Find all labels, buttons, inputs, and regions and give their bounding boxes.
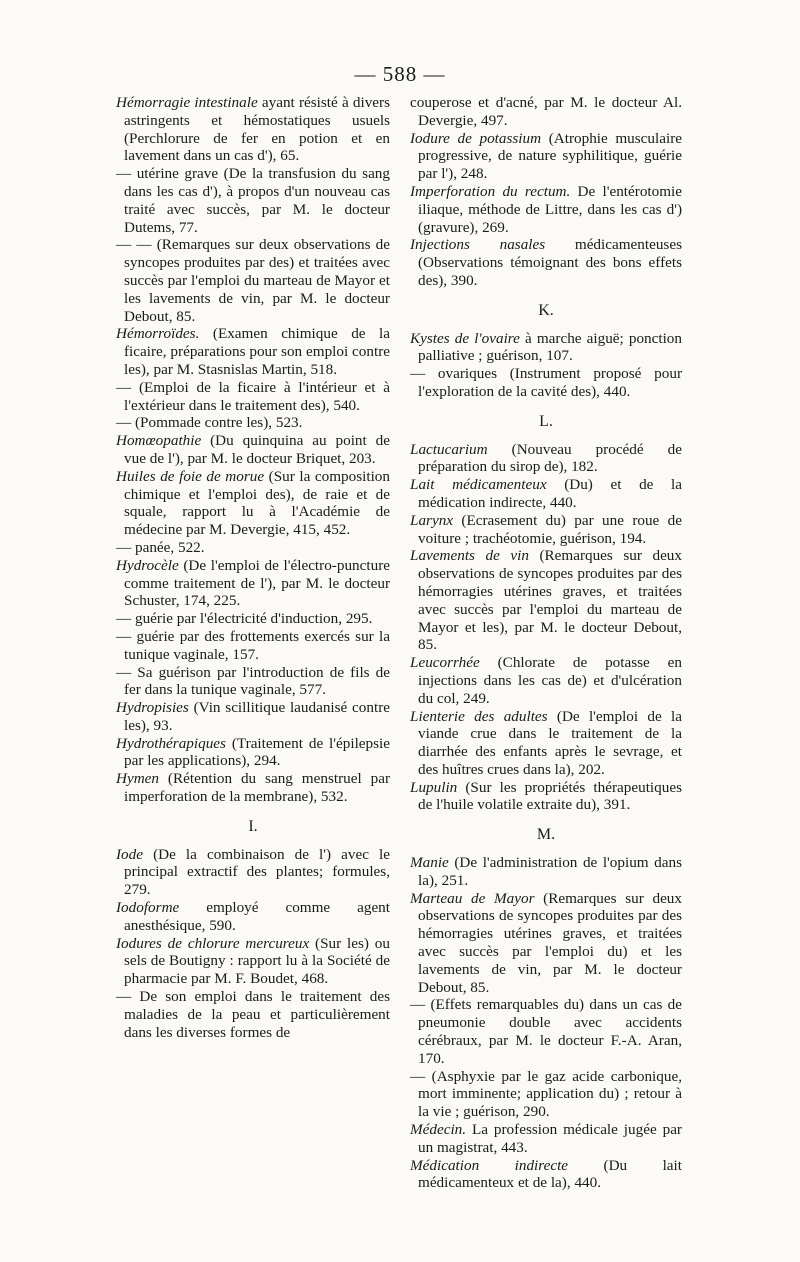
entry-text: — guérie par des frottements exercés sur la tunique vaginale, 157. bbox=[116, 627, 390, 663]
entry-text: — (Asphyxie par le gaz acide carbonique, mort imminente; application du) ; retour à la vie ; guérison, 290. bbox=[410, 1067, 682, 1121]
index-entry bbox=[116, 165, 390, 236]
index-entry bbox=[116, 236, 390, 325]
entry-headword: Hydropisies bbox=[116, 699, 189, 717]
entry-text: (Traitement de l'épilepsie par les applications), 294. bbox=[124, 734, 390, 770]
entry-headword: Huiles de foie de morue bbox=[116, 467, 265, 485]
entry-headword: Injections nasales bbox=[410, 236, 546, 254]
entry-text: De l'entérotomie iliaque, méthode de Littre, dans les cas d') (gravure), 269. bbox=[418, 182, 683, 236]
entry-text: — (Pommade contre les), 523. bbox=[116, 414, 303, 432]
index-entry bbox=[410, 854, 682, 890]
index-entry bbox=[116, 664, 390, 700]
index-entry bbox=[410, 547, 682, 654]
index-entry bbox=[410, 365, 682, 401]
index-entry bbox=[410, 330, 682, 366]
entry-headword: Lienterie des adultes bbox=[410, 707, 548, 725]
index-entry bbox=[410, 1121, 682, 1157]
entry-text: (Remarques sur deux observations de syncopes produites par des hémorragies utérines graves, et traitées avec succès par l'emploi du marteau de Mayor et les), par M. le docteur Debout, 85. bbox=[418, 547, 682, 654]
entry-text: (De la combinaison de l') avec le principal extractif des plantes; formules, 279. bbox=[124, 845, 390, 899]
entry-headword: Iodure de potassium bbox=[410, 129, 542, 147]
entry-text: médicamenteuses (Observations témoignant des bons effets des), 390. bbox=[418, 236, 682, 289]
section-letter: K. bbox=[538, 301, 554, 319]
entry-headword: Kystes de l'ovaire bbox=[410, 329, 520, 347]
entry-headword: Homœopathie bbox=[116, 432, 202, 450]
entry-headword: Manie bbox=[410, 854, 449, 872]
index-entry bbox=[116, 432, 390, 468]
entry-text: (Atrophie musculaire progressive, de nature syphilitique, guérie par l'), 248. bbox=[418, 129, 682, 183]
entry-text: (Sur la composition chimique et l'emploi des), de raie et de squale, rapport lu à l'Académie de médecine par M. Devergie, 415, 452. bbox=[124, 467, 390, 539]
entry-text: (Examen chimique de la ficaire, préparations pour son emploi contre les), par M. Stasnislas Martin, 518. bbox=[124, 325, 390, 378]
index-entry bbox=[410, 1157, 682, 1193]
index-entry bbox=[410, 996, 682, 1067]
entry-headword: Lupulin bbox=[410, 778, 458, 796]
entry-headword: Lavements de vin bbox=[410, 547, 529, 565]
entry-text: (Rétention du sang menstruel par imperforation de la membrane), 532. bbox=[124, 770, 390, 806]
index-entry bbox=[410, 890, 682, 997]
page-number: — 588 — bbox=[354, 62, 446, 86]
entry-text: — (Effets remarquables du) dans un cas de pneumonie double avec accidents cérébraux, par M. le docteur F.-A. Aran, 170. bbox=[410, 996, 682, 1067]
index-entry bbox=[116, 379, 390, 415]
entry-text: — De son emploi dans le traitement des maladies de la peau et particulièrement dans les diverses formes de bbox=[116, 988, 390, 1041]
entry-text: (Vin scillitique laudanisé contre les), 93. bbox=[124, 699, 390, 734]
index-entry bbox=[410, 1068, 682, 1121]
entry-headword: Iode bbox=[116, 845, 143, 863]
entry-headword: Médecin. bbox=[410, 1121, 467, 1139]
entry-text: (Sur les propriétés thérapeutiques de l'huile volatile extraite du), 391. bbox=[418, 778, 682, 814]
entry-text: (Chlorate de potasse en injections dans les cas de) et d'ulcération du col, 249. bbox=[418, 654, 682, 707]
entry-headword: Larynx bbox=[410, 511, 454, 529]
entry-text: (Ecrasement du) par une roue de voiture ; trachéotomie, guérison, 194. bbox=[418, 511, 682, 547]
entry-text: La profession médicale jugée par un magistrat, 443. bbox=[418, 1121, 682, 1156]
entry-text: — — (Remarques sur deux observations de syncopes produites par des) et traitées avec succès par l'emploi du marteau de Mayor et les lavements de vin, par M. le docteur Debout, 85. bbox=[116, 236, 390, 325]
entry-headword: Leucorrhée bbox=[410, 654, 480, 672]
entry-headword: Hydrocèle bbox=[116, 556, 179, 574]
entry-headword: Imperforation du rectum. bbox=[410, 182, 571, 200]
index-entry bbox=[116, 539, 390, 557]
left-column bbox=[116, 94, 390, 1041]
index-entry bbox=[116, 610, 390, 628]
right-column bbox=[410, 94, 682, 1192]
entry-text: (Du) et de la médication indirecte, 440. bbox=[418, 476, 682, 511]
entry-headword: Lait médicamenteux bbox=[410, 476, 547, 494]
entry-text: — (Emploi de la ficaire à l'intérieur et à l'extérieur dans le traitement des), 540. bbox=[116, 378, 390, 414]
index-entry bbox=[116, 899, 390, 935]
index-entry bbox=[116, 699, 390, 735]
index-entry bbox=[116, 468, 390, 539]
index-entry bbox=[116, 325, 390, 378]
index-entry bbox=[410, 476, 682, 512]
index-entry bbox=[116, 988, 390, 1041]
entry-text: — Sa guérison par l'introduction de fils de fer dans la tunique vaginale, 577. bbox=[116, 663, 390, 699]
entry-text: ayant résisté à divers astringents et hémostatiques usuels (Perchlorure de fer en potion et en lavement dans un cas d'), 65. bbox=[124, 94, 390, 165]
entry-text: employé comme agent anesthésique, 590. bbox=[124, 899, 390, 934]
index-entry bbox=[410, 654, 682, 707]
index-entry bbox=[410, 708, 682, 779]
index-entry bbox=[116, 414, 390, 432]
entry-headword: Lactucarium bbox=[410, 440, 488, 458]
entry-text: (De l'administration de l'opium dans la), 251. bbox=[418, 854, 682, 889]
entry-headword: Hémorragie intestinale bbox=[116, 94, 258, 111]
entry-text: à marche aiguë; ponction palliative ; guérison, 107. bbox=[418, 329, 682, 365]
section-letter: L. bbox=[539, 412, 553, 430]
index-entry bbox=[410, 94, 682, 130]
entry-text: — utérine grave (De la transfusion du sang dans les cas d'), à propos d'un nouveau cas traité avec succès, par M. le docteur Dutems, 77. bbox=[116, 165, 390, 236]
entry-text: — panée, 522. bbox=[116, 538, 205, 556]
index-entry bbox=[116, 628, 390, 664]
index-entry bbox=[116, 846, 390, 899]
index-entry bbox=[410, 441, 682, 477]
entry-headword: Iodoforme bbox=[116, 899, 180, 917]
index-entry bbox=[410, 236, 682, 289]
section-letter: M. bbox=[536, 826, 556, 844]
entry-text: (Du lait médicamenteux et de la), 440. bbox=[418, 1156, 682, 1192]
section-letter: I. bbox=[248, 817, 258, 835]
entry-headword: Hydrothérapiques bbox=[116, 734, 226, 752]
entry-headword: Marteau de Mayor bbox=[410, 889, 535, 907]
index-entry bbox=[410, 130, 682, 183]
index-entry bbox=[116, 935, 390, 988]
index-entry bbox=[116, 735, 390, 771]
entry-headword: Hémorroïdes. bbox=[116, 325, 200, 343]
index-entry bbox=[116, 770, 390, 806]
entry-headword: Médication indirecte bbox=[410, 1156, 569, 1174]
entry-text: — ovariques (Instrument proposé pour l'exploration de la cavité des), 440. bbox=[410, 365, 682, 400]
index-entry bbox=[116, 557, 390, 610]
entry-text: (Du quinquina au point de vue de l'), par M. le docteur Briquet, 203. bbox=[124, 432, 390, 467]
entry-text: (Sur les) ou sels de Boutigny : rapport lu à la Société de pharmacie par M. F. Boudet, 468. bbox=[124, 934, 390, 988]
index-entry bbox=[410, 512, 682, 548]
index-entry bbox=[410, 779, 682, 815]
entry-headword: Iodures de chlorure mercureux bbox=[116, 934, 310, 952]
entry-headword: Hymen bbox=[116, 770, 160, 788]
entry-text: — guérie par l'électricité d'induction, 295. bbox=[116, 610, 373, 628]
entry-text: (De l'emploi de l'électro-puncture comme traitement de l'), par M. le docteur Schuster, 174, 225. bbox=[124, 556, 390, 610]
index-entry bbox=[116, 94, 390, 165]
entry-text: couperose et d'acné, par M. le docteur Al. Devergie, 497. bbox=[410, 94, 682, 129]
entry-text: (Remarques sur deux observations de syncopes produites par des hémorragies utérines graves, et traitées avec succès par l'emploi du) et les lavements de vin, par M. le docteur Debout, 85. bbox=[418, 889, 682, 996]
index-entry bbox=[410, 183, 682, 236]
entry-text: (De l'emploi de la viande crue dans le traitement de la diarrhée des enfants après le sevrage, et des huîtres crues dans la), 202. bbox=[418, 707, 683, 778]
entry-text: (Nouveau procédé de préparation du sirop de), 182. bbox=[418, 440, 682, 476]
